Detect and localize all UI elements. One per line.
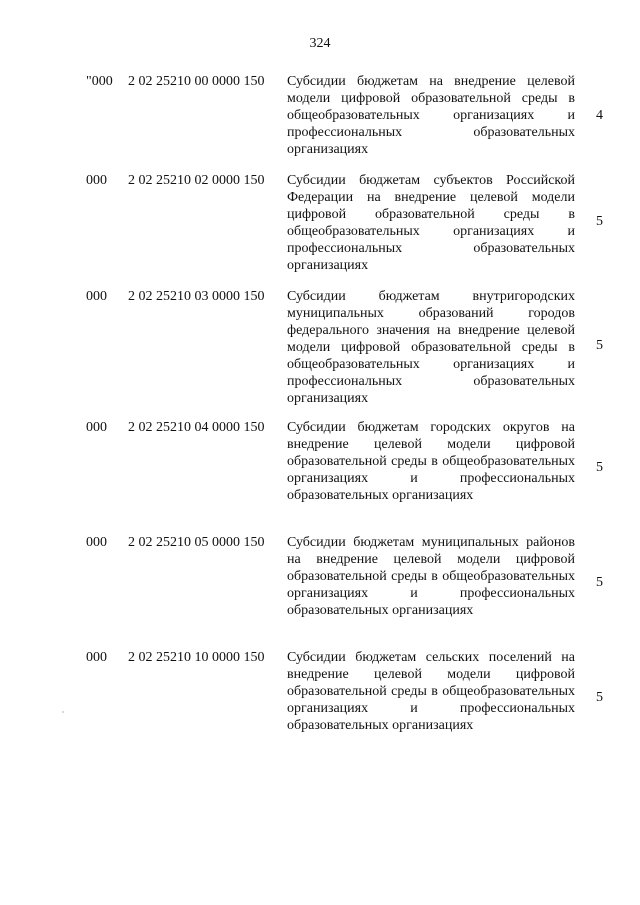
- budget-classification-code: 2 02 25210 10 0000 150: [128, 650, 265, 665]
- budget-classification-code: 2 02 25210 02 0000 150: [128, 173, 265, 188]
- row-code: 5: [596, 575, 603, 590]
- income-description: Субсидии бюджетам сельских поселений на внедрение целевой модели цифровой образовательной среды в общеобразовательных организациях и профессиональных образовательных организациях: [287, 650, 575, 733]
- row-code: 5: [596, 214, 603, 229]
- row-code: 5: [596, 338, 603, 353]
- admin-code: 000: [86, 535, 107, 550]
- budget-classification-code: 2 02 25210 00 0000 150: [128, 74, 265, 89]
- row-code: 5: [596, 690, 603, 705]
- row-code: 5: [596, 460, 603, 475]
- row-code: 4: [596, 108, 603, 123]
- income-description: Субсидии бюджетам на внедрение целевой модели цифровой образовательной среды в общеобразовательных организациях и профессиональных образовательных организациях: [287, 74, 575, 157]
- income-description: Субсидии бюджетам субъектов Российской Федерации на внедрение целевой модели цифровой образовательной среды в общеобразовательных организациях и профессиональных образовательных организациях: [287, 173, 575, 273]
- income-description: Субсидии бюджетам городских округов на внедрение целевой модели цифровой образовательной среды в общеобразовательных организациях и профессиональных образовательных организациях: [287, 420, 575, 503]
- income-description: Субсидии бюджетам внутригородских муниципальных образований городов федерального значения на внедрение целевой модели цифровой образовательной среды в общеобразовательных организациях и профессиональных образовательных организациях: [287, 289, 575, 406]
- admin-code: 000: [86, 173, 107, 188]
- budget-classification-code: 2 02 25210 05 0000 150: [128, 535, 265, 550]
- scan-speck: [62, 711, 64, 713]
- page-number: 324: [309, 36, 331, 51]
- admin-code: 000: [86, 420, 107, 435]
- admin-code: 000: [86, 650, 107, 665]
- budget-classification-code: 2 02 25210 03 0000 150: [128, 289, 265, 304]
- admin-code: 000: [86, 289, 107, 304]
- income-description: Субсидии бюджетам муниципальных районов на внедрение целевой модели цифровой образовательной среды в общеобразовательных организациях и профессиональных образовательных организациях: [287, 535, 575, 618]
- admin-code: "000: [86, 74, 113, 89]
- budget-classification-code: 2 02 25210 04 0000 150: [128, 420, 265, 435]
